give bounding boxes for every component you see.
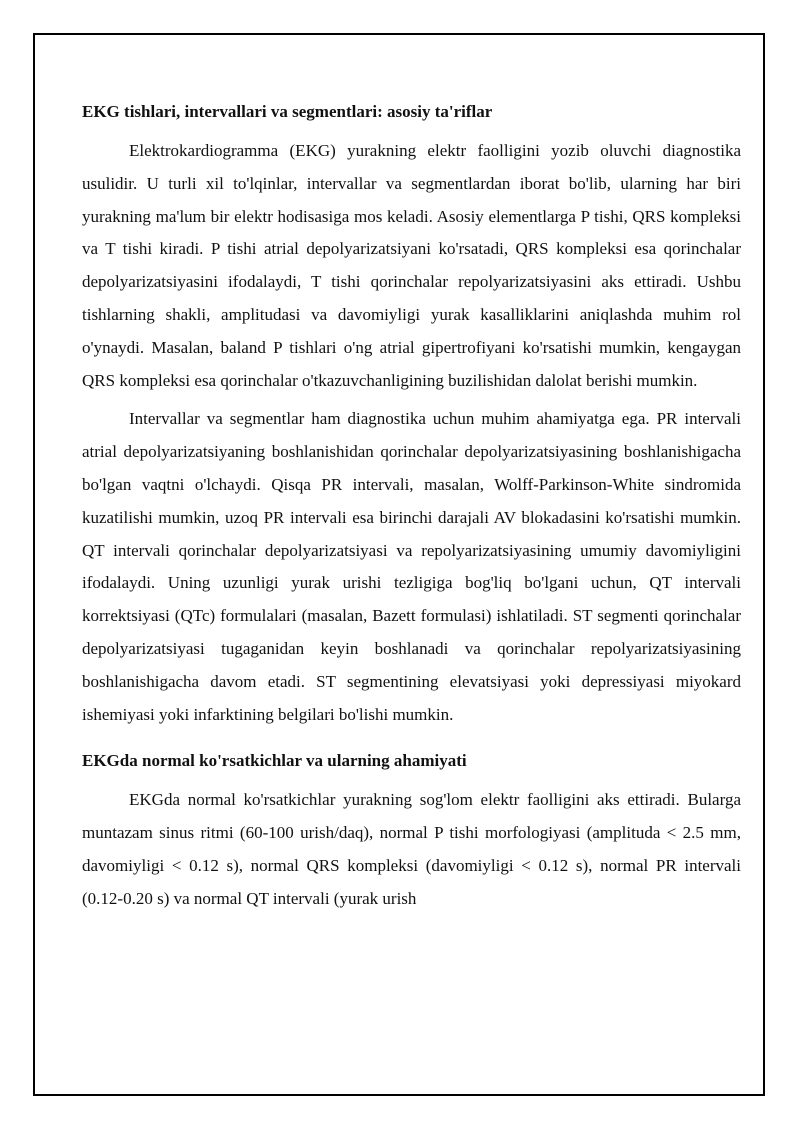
section-heading-ekg-definitions: EKG tishlari, intervallari va segmentlari: asosiy ta'riflar [82,102,493,121]
paragraph-intervals-segments: Intervallar va segmentlar ham diagnostika uchun muhim ahamiyatga ega. PR intervali atrial depolyarizatsiyaning boshlanishidan qorinchalar depolyarizatsiyasining boshlanishigacha bo'lgan vaqtni o'lchaydi. Qisqa PR intervali, masalan, Wolff-Parkinson-White sindromida kuzatilishi mumkin, uzoq PR intervali esa birinchi darajali AV blokadasini ko'rsatishi mumkin. QT intervali qorinchalar depolyarizatsiyasi va repolyarizatsiyasining umumiy davomiyligini ifodalaydi. Uning uzunligi yurak urishi tezligiga bog'liq bo'lgani uchun, QT intervali korrektsiyasi (QTc) formulalari (masalan, Bazett formulasi) ishlatiladi. ST segmenti qorinchalar depolyarizatsiyasi tugaganidan keyin boshlanadi va qorinchalar repolyarizatsiyasining boshlanishigacha davom etadi. ST segmentining elevatsiyasi yoki depressiyasi miyokard ishemiyasi yoki infarktining belgilari bo'lishi mumkin. [82,409,741,724]
section-heading-normal-values: EKGda normal ko'rsatkichlar va ularning ahamiyati [82,751,467,771]
paragraph-ekg-waves: Elektrokardiogramma (EKG) yurakning elektr faolligini yozib oluvchi diagnostika usulidir. U turli xil to'lqinlar, intervallar va segmentlardan iborat bo'lib, ularning har biri yurakning ma'lum bir elektr hodisasiga mos keladi. Asosiy elementlarga P tishi, QRS kompleksi va T tishi kiradi. P tishi atrial depolyarizatsiyani ko'rsatadi, QRS kompleksi esa qorinchalar depolyarizatsiyasini ifodalaydi, T tishi qorinchalar repolyarizatsiyasini aks ettiradi. Ushbu tishlarning shakli, amplitudasi va davomiyligi yurak kasalliklarini aniqlashda muhim rol o'ynaydi. Masalan, baland P tishlari o'ng atrial gipertrofiyani ko'rsatishi mumkin, kengaygan QRS kompleksi esa qorinchalar o'tkazuvchanligining buzilishidan dalolat berishi mumkin. [82,141,741,390]
document-body [82,96,741,916]
paragraph-normal-values: EKGda normal ko'rsatkichlar yurakning sog'lom elektr faolligini aks ettiradi. Bularga muntazam sinus ritmi (60-100 urish/daq), normal P tishi morfologiyasi (amplituda < 2.5 mm, davomiyligi < 0.12 s), normal QRS kompleksi (davomiyligi < 0.12 s), normal PR intervali (0.12-0.20 s) va normal QT intervali (yurak urish [82,790,741,908]
